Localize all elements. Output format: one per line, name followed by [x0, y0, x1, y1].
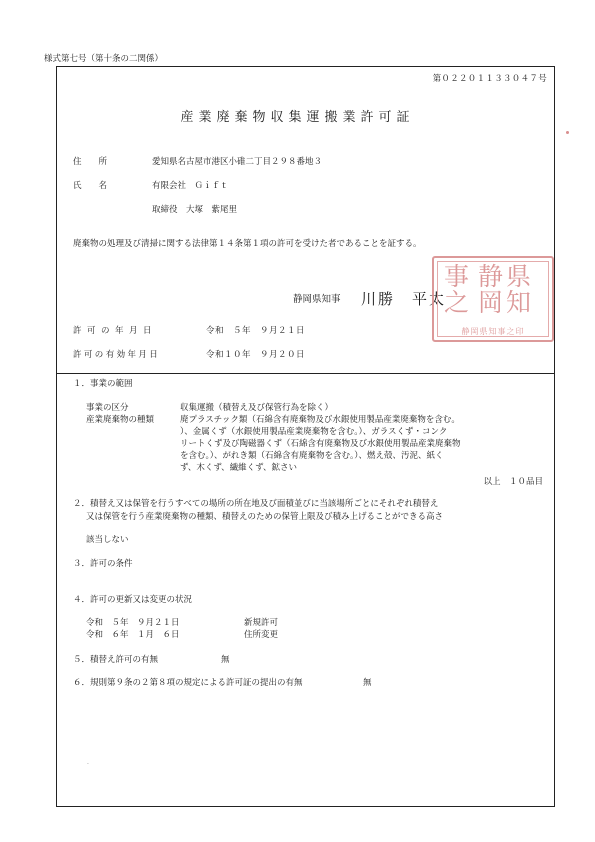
ink-mark: [566, 131, 569, 134]
section-5-value: 無: [221, 655, 230, 665]
form-label: 様式第七号（第十条の二関係）: [44, 54, 164, 64]
permit-date-label: 許可の年月日: [73, 326, 158, 336]
issuer-name: 川勝 平太: [361, 290, 447, 308]
stray-mark: ·: [87, 761, 89, 768]
section-5-heading: ５．積替え許可の有無: [73, 655, 159, 665]
section-2-value: 該当しない: [86, 535, 129, 545]
history-note: 新規許可: [244, 618, 279, 628]
seal-char: 県: [506, 262, 532, 291]
expiry-date-value: 令和１０年 ９月２０日: [206, 350, 306, 360]
permit-date-value: 令和 ５年 ９月２１日: [206, 326, 306, 336]
issuer-title: 静岡県知事: [293, 294, 341, 305]
seal-char: 岡: [478, 288, 504, 317]
history-date: 令和 ５年 ９月２１日: [86, 618, 180, 628]
seal-char: 之: [444, 288, 470, 317]
section-4-heading: ４．許可の更新又は変更の状況: [73, 595, 193, 605]
section-1-heading: １．事業の範囲: [73, 379, 133, 389]
section-divider: [56, 373, 555, 374]
certification-text: 廃棄物の処理及び清掃に関する法律第１４条第１項の許可を受けた者であることを証する。: [73, 239, 422, 249]
section-2-heading: ２．積替え又は保管を行うすべての場所の所在地及び面積並びに当該場所ごとにそれぞれ積替え: [73, 499, 439, 509]
official-seal: [432, 256, 554, 342]
history-date: 令和 ６年 １月 ６日: [86, 630, 180, 640]
representative-name: 取締役 大塚 紫尾里: [152, 205, 238, 215]
item-count: 以上 １０品目: [483, 477, 543, 487]
waste-line: 廃プラスチック類（石綿含有廃棄物及び水銀使用製品産業廃棄物を含む。: [180, 415, 460, 425]
expiry-date-label: 許可の有効年月日: [73, 350, 161, 360]
address-value: 愛知県名古屋市港区小碓二丁目２９８番地３: [152, 157, 323, 167]
section-6-value: 無: [363, 678, 372, 688]
seal-char: 知: [506, 288, 532, 317]
certificate-title: 産業廃棄物収集運搬業許可証: [180, 110, 415, 125]
history-note: 住所変更: [244, 630, 279, 640]
business-label: 事業の区分: [86, 403, 129, 413]
business-value: 収集運搬（積替え及び保管行為を除く）: [180, 403, 334, 413]
section-2-heading-cont: 又は保管を行う産業廃棄物の種類、積替えのための保管上限及び積み上げることができる高さ: [86, 512, 444, 522]
name-label: 氏 名: [73, 181, 108, 191]
seal-char: 事: [444, 262, 470, 291]
waste-line: を含む。）、がれき類（石綿含有廃棄物を含む。）、燃え殻、汚泥、紙く: [180, 451, 444, 461]
section-3-heading: ３．許可の条件: [73, 559, 133, 569]
waste-label: 産業廃棄物の種類: [86, 415, 155, 425]
seal-bottom-text: 静岡県知事之印: [461, 327, 525, 336]
waste-line: リートくず及び陶磁器くず（石綿含有廃棄物及び水銀使用製品産業廃棄物: [180, 439, 461, 449]
permit-number: 第０２２０１１３３０４７号: [432, 74, 547, 84]
seal-char: 静: [478, 262, 504, 291]
waste-line: ず、木くず、繊維くず、鉱さい: [180, 463, 297, 473]
company-name: 有限会社 Ｇｉｆｔ: [152, 181, 229, 191]
address-label: 住 所: [73, 157, 108, 167]
section-6-heading: ６．規則第９条の２第８項の規定による許可証の提出の有無: [73, 678, 303, 688]
waste-line: ）、金属くず（水銀使用製品産業廃棄物を含む。）、ガラスくず・コンク: [180, 427, 448, 437]
